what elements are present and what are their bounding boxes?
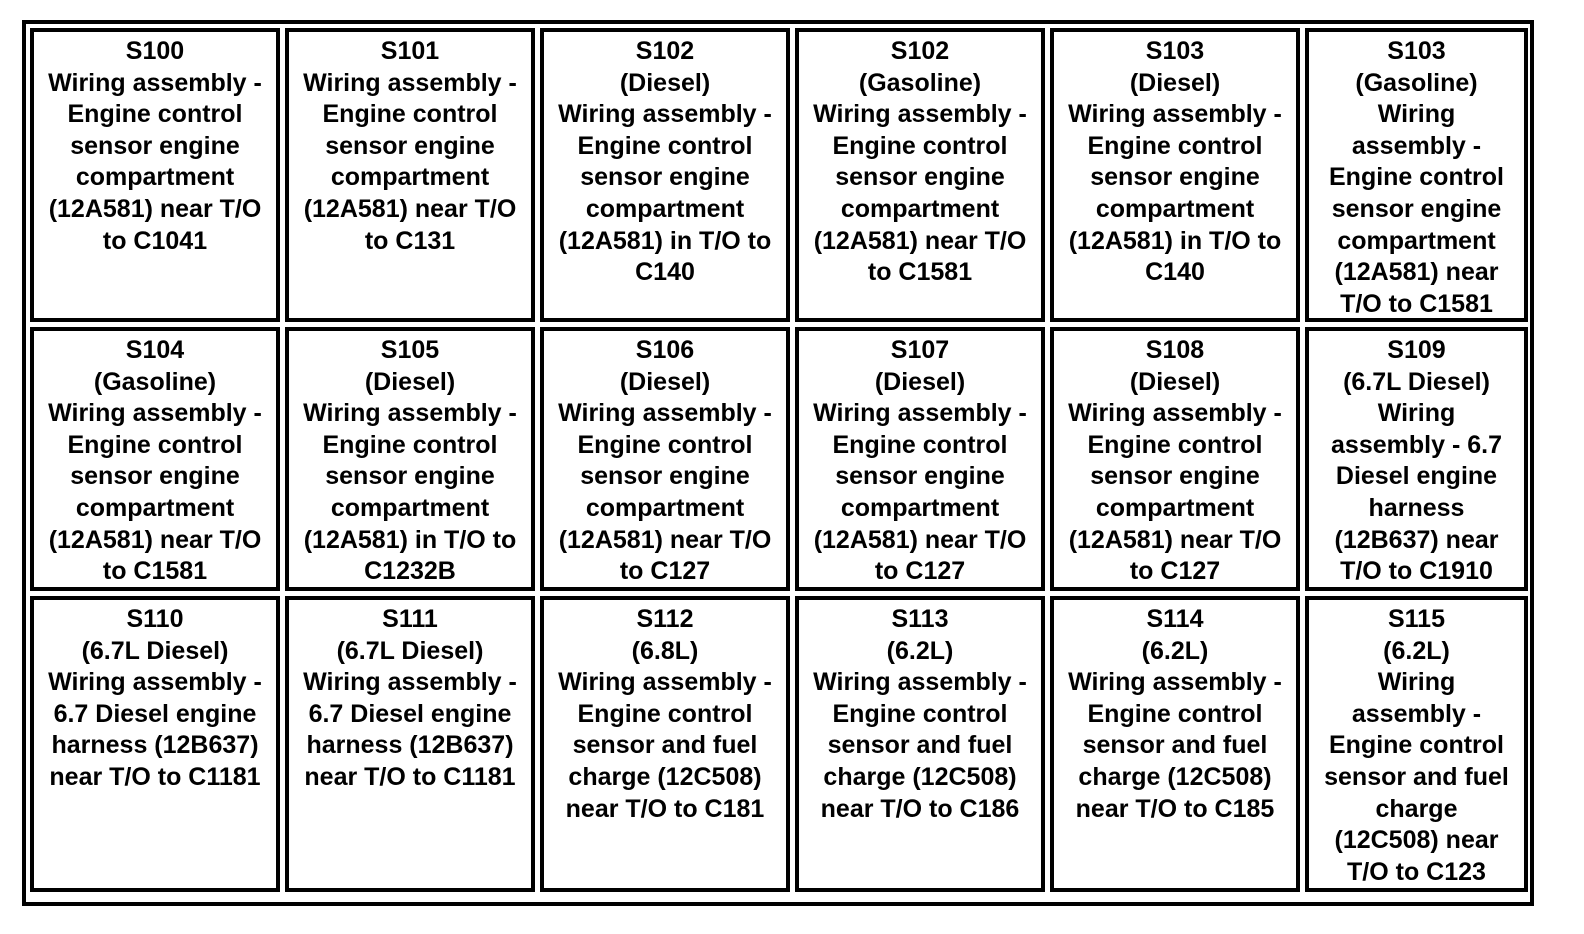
splice-cell-s109 xyxy=(1305,327,1528,591)
cell-line: (6.7L Diesel) xyxy=(1343,367,1490,396)
cell-line: sensor engine xyxy=(835,163,1005,192)
splice-cell-s105 xyxy=(285,327,535,591)
cell-line: sensor engine xyxy=(580,462,750,491)
cell-line: Wiring assembly - xyxy=(1068,668,1282,697)
splice-cell-s113 xyxy=(795,596,1045,892)
splice-id: S115 xyxy=(1387,605,1445,633)
splice-cell-s110 xyxy=(30,596,280,892)
cell-line: sensor engine xyxy=(325,462,495,491)
cell-line: compartment xyxy=(585,493,745,522)
cell-line: near T/O to C186 xyxy=(820,794,1020,823)
splice-cell-s107 xyxy=(795,327,1045,591)
splice-cell-s111 xyxy=(285,596,535,892)
splice-id: S108 xyxy=(1145,336,1205,364)
cell-line: (Diesel) xyxy=(1129,68,1221,97)
cell-text xyxy=(1310,335,1523,588)
cell-line: to C127 xyxy=(874,557,966,586)
cell-line: C140 xyxy=(635,258,695,287)
cell-line: Wiring assembly - xyxy=(1068,399,1282,428)
cell-line: sensor and fuel xyxy=(572,731,758,760)
splice-id: S106 xyxy=(635,336,695,364)
cell-line: Wiring assembly - xyxy=(48,68,262,97)
cell-line: Engine control xyxy=(1087,430,1263,459)
cell-line: harness xyxy=(1368,493,1465,522)
splice-id: S100 xyxy=(125,37,185,65)
cell-line: sensor and fuel xyxy=(827,731,1013,760)
cell-line: charge xyxy=(1375,794,1458,823)
cell-line: (6.2L) xyxy=(1141,636,1209,665)
cell-line: C1232B xyxy=(364,557,456,586)
cell-line: compartment xyxy=(840,493,1000,522)
cell-line: Engine control xyxy=(577,430,753,459)
cell-line: compartment xyxy=(1337,226,1496,255)
cell-text xyxy=(1055,335,1295,588)
cell-line: (6.7L Diesel) xyxy=(81,636,229,665)
cell-line: compartment xyxy=(330,493,490,522)
splice-cell-s100 xyxy=(30,28,280,322)
cell-line: charge (12C508) xyxy=(568,762,762,791)
cell-line: charge (12C508) xyxy=(1078,762,1272,791)
cell-line: Wiring assembly - xyxy=(48,399,262,428)
cell-line: (6.7L Diesel) xyxy=(336,636,484,665)
cell-line: (Diesel) xyxy=(619,367,711,396)
cell-line: (12C508) near xyxy=(1334,826,1499,855)
cell-line: compartment xyxy=(75,493,235,522)
cell-text xyxy=(800,604,1040,825)
cell-line: Wiring assembly - xyxy=(558,668,772,697)
cell-line: Wiring assembly - xyxy=(1068,100,1282,129)
cell-text xyxy=(545,36,785,289)
cell-line: 6.7 Diesel engine xyxy=(53,699,257,728)
cell-line: compartment xyxy=(840,194,1000,223)
cell-line: Engine control xyxy=(322,100,498,129)
cell-line: T/O to C1910 xyxy=(1340,557,1493,586)
cell-line: (12A581) near xyxy=(1334,258,1499,287)
cell-line: Wiring assembly - xyxy=(813,100,1027,129)
splice-id: S114 xyxy=(1146,605,1204,633)
cell-line: Engine control xyxy=(832,430,1008,459)
splice-cell-s102-diesel xyxy=(540,28,790,322)
splice-id: S111 xyxy=(382,605,438,633)
cell-text xyxy=(35,335,275,588)
splice-table xyxy=(22,20,1534,906)
cell-line: Engine control xyxy=(832,699,1008,728)
cell-line: Engine control xyxy=(1087,699,1263,728)
cell-line: to C127 xyxy=(619,557,711,586)
cell-line: (Gasoline) xyxy=(1355,68,1478,97)
cell-line: Wiring xyxy=(1377,668,1456,697)
cell-line: (12A581) near T/O xyxy=(48,525,262,554)
cell-text xyxy=(35,36,275,257)
cell-line: harness (12B637) xyxy=(306,731,514,760)
splice-cell-s112 xyxy=(540,596,790,892)
cell-line: compartment xyxy=(1095,194,1255,223)
cell-text xyxy=(545,604,785,825)
cell-text xyxy=(800,335,1040,588)
cell-line: (Diesel) xyxy=(364,367,456,396)
cell-text xyxy=(290,36,530,257)
cell-line: Wiring assembly - xyxy=(813,668,1027,697)
cell-line: (Gasoline) xyxy=(858,68,982,97)
cell-line: compartment xyxy=(1095,493,1255,522)
cell-line: Engine control xyxy=(67,100,243,129)
cell-line: Engine control xyxy=(1329,731,1504,760)
splice-cell-s102-gasoline xyxy=(795,28,1045,322)
cell-line: (6.2L) xyxy=(886,636,954,665)
splice-id: S101 xyxy=(380,37,440,65)
cell-line: sensor engine xyxy=(1090,163,1260,192)
cell-line: near T/O to C185 xyxy=(1075,794,1275,823)
cell-line: C140 xyxy=(1145,258,1205,287)
splice-cell-s103-diesel xyxy=(1050,28,1300,322)
splice-id: S105 xyxy=(380,336,440,364)
cell-line: (Diesel) xyxy=(1129,367,1221,396)
cell-line: to C131 xyxy=(364,226,456,255)
cell-line: 6.7 Diesel engine xyxy=(308,699,512,728)
cell-line: Engine control xyxy=(67,430,243,459)
cell-line: compartment xyxy=(585,194,745,223)
cell-line: (Diesel) xyxy=(874,367,966,396)
cell-line: Diesel engine xyxy=(1335,462,1498,491)
cell-line: sensor engine xyxy=(1331,194,1502,223)
cell-line: Wiring assembly - xyxy=(303,68,517,97)
cell-line: (12A581) in T/O to xyxy=(1068,226,1282,255)
cell-line: Wiring xyxy=(1377,100,1456,129)
splice-id: S103 xyxy=(1387,37,1446,65)
cell-line: near T/O to C1181 xyxy=(49,762,261,791)
cell-line: Wiring assembly - xyxy=(48,668,262,697)
splice-cell-s101 xyxy=(285,28,535,322)
cell-line: (6.8L) xyxy=(631,636,699,665)
cell-text xyxy=(1055,36,1295,289)
cell-line: Engine control xyxy=(577,699,753,728)
cell-line: (12A581) in T/O to xyxy=(303,525,517,554)
cell-line: sensor and fuel xyxy=(1324,762,1509,791)
cell-line: (12A581) near T/O xyxy=(813,525,1027,554)
cell-line: (12A581) near T/O xyxy=(558,525,772,554)
cell-line: (12A581) near T/O xyxy=(813,226,1027,255)
cell-line: Engine control xyxy=(322,430,498,459)
cell-line: near T/O to C181 xyxy=(565,794,765,823)
cell-line: Wiring assembly - xyxy=(558,100,772,129)
splice-cell-s115 xyxy=(1305,596,1528,892)
cell-line: (12A581) near T/O xyxy=(48,194,262,223)
cell-line: to C1041 xyxy=(102,226,208,255)
cell-line: (6.2L) xyxy=(1383,636,1450,665)
splice-id: S107 xyxy=(890,336,950,364)
splice-cell-s114 xyxy=(1050,596,1300,892)
cell-text xyxy=(545,335,785,588)
cell-line: Engine control xyxy=(577,131,753,160)
cell-line: Engine control xyxy=(832,131,1008,160)
cell-text xyxy=(290,335,530,588)
splice-id: S102 xyxy=(635,37,695,65)
cell-line: near T/O to C1181 xyxy=(304,762,516,791)
cell-line: (12A581) near T/O xyxy=(1068,525,1282,554)
cell-line: Wiring assembly - xyxy=(813,399,1027,428)
cell-line: Wiring assembly - xyxy=(303,399,517,428)
cell-line: assembly - xyxy=(1351,699,1482,728)
splice-id: S110 xyxy=(126,605,184,633)
cell-line: (Diesel) xyxy=(619,68,711,97)
splice-id: S104 xyxy=(125,336,185,364)
cell-line: sensor engine xyxy=(70,131,240,160)
cell-line: Wiring assembly - xyxy=(558,399,772,428)
cell-line: sensor engine xyxy=(835,462,1005,491)
cell-line: compartment xyxy=(75,163,235,192)
cell-line: T/O to C1581 xyxy=(1340,289,1493,318)
cell-line: assembly - 6.7 xyxy=(1331,430,1502,459)
cell-line: sensor engine xyxy=(1090,462,1260,491)
cell-text xyxy=(1055,604,1295,825)
cell-text xyxy=(1310,36,1523,320)
cell-line: compartment xyxy=(330,163,490,192)
cell-text xyxy=(35,604,275,794)
cell-line: sensor engine xyxy=(70,462,240,491)
cell-line: (12B637) near xyxy=(1334,525,1499,554)
cell-line: Engine control xyxy=(1087,131,1263,160)
cell-text xyxy=(800,36,1040,289)
splice-id: S112 xyxy=(636,605,694,633)
splice-id: S102 xyxy=(890,37,950,65)
cell-line: to C1581 xyxy=(867,258,973,287)
cell-line: Wiring assembly - xyxy=(303,668,517,697)
cell-line: harness (12B637) xyxy=(51,731,259,760)
splice-id: S113 xyxy=(891,605,949,633)
splice-cell-s103-gasoline xyxy=(1305,28,1528,322)
cell-line: (12A581) in T/O to xyxy=(558,226,772,255)
cell-line: (Gasoline) xyxy=(93,367,217,396)
cell-line: sensor engine xyxy=(580,163,750,192)
splice-id: S103 xyxy=(1145,37,1205,65)
cell-line: assembly - xyxy=(1351,131,1482,160)
splice-cell-s108 xyxy=(1050,327,1300,591)
cell-line: to C127 xyxy=(1129,557,1221,586)
cell-line: T/O to C123 xyxy=(1347,857,1486,886)
cell-line: sensor and fuel xyxy=(1082,731,1268,760)
cell-line: Wiring xyxy=(1377,399,1456,428)
cell-text xyxy=(290,604,530,794)
splice-cell-s104 xyxy=(30,327,280,591)
splice-cell-s106 xyxy=(540,327,790,591)
cell-line: Engine control xyxy=(1329,163,1504,192)
cell-line: sensor engine xyxy=(325,131,495,160)
cell-line: charge (12C508) xyxy=(823,762,1017,791)
cell-line: to C1581 xyxy=(102,557,208,586)
cell-line: (12A581) near T/O xyxy=(303,194,517,223)
cell-text xyxy=(1310,604,1523,888)
splice-id: S109 xyxy=(1387,336,1446,364)
